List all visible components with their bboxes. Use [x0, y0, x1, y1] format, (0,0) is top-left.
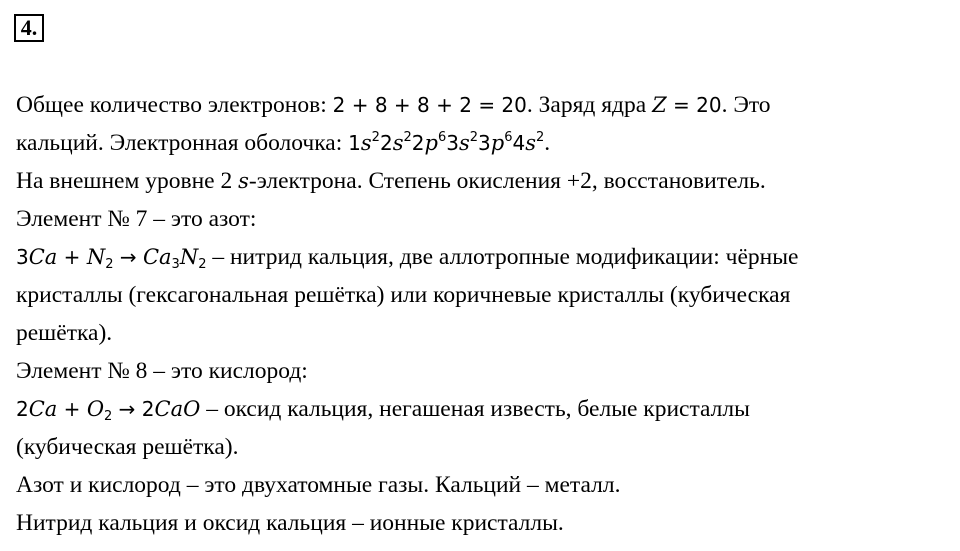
- eq-part: CaO: [154, 397, 201, 421]
- text-fragment: . Это: [721, 92, 771, 118]
- line-electron-count: [16, 86, 946, 124]
- eq-subscript: 3: [171, 257, 180, 272]
- config-part: p: [490, 131, 505, 155]
- line-electron-config: [16, 124, 946, 162]
- text-fragment: кальций. Электронная оболочка:: [16, 130, 349, 156]
- oxide-reaction-equation: [16, 396, 200, 422]
- text-fragment: . Заряд ядра: [526, 92, 653, 118]
- config-part: 2: [379, 131, 393, 155]
- config-part: s: [458, 131, 470, 155]
- eq-part: Ca: [142, 245, 172, 269]
- nuclear-charge-variable: Z: [652, 93, 667, 117]
- eq-subscript: 2: [105, 257, 114, 272]
- line-cubic-lattice: (кубическая решётка).: [16, 434, 239, 460]
- line-oxide-equation: [16, 390, 946, 428]
- eq-part: +: [57, 397, 87, 421]
- config-superscript: 2: [536, 130, 545, 145]
- config-part: 1: [348, 131, 361, 155]
- text-fragment: – оксид кальция, негашеная известь, белые кристаллы: [200, 396, 750, 422]
- config-part: 2: [411, 131, 425, 155]
- electron-sum-formula: 2 + 8 + 8 + 2 = 20: [332, 93, 527, 117]
- config-part: p: [424, 131, 438, 155]
- config-part: s: [525, 131, 536, 155]
- line-crystals: кристаллы (гексагональная решётка) или коричневые кристаллы (кубическая: [16, 282, 791, 308]
- eq-part: Ca: [28, 397, 58, 421]
- task-number-badge: 4.: [14, 14, 44, 42]
- line-ionic-crystals: Нитрид кальция и оксид кальция – ионные кристаллы.: [16, 510, 564, 536]
- eq-subscript: 2: [104, 409, 113, 424]
- text-fragment: На внешнем уровне 2: [16, 168, 239, 194]
- reaction-arrow: →: [112, 397, 142, 421]
- eq-part: 2: [16, 397, 29, 421]
- config-part: s: [360, 131, 372, 155]
- config-superscript: 2: [371, 130, 380, 145]
- config-part: 4: [512, 131, 526, 155]
- nuclear-charge-value: = 20: [666, 93, 722, 117]
- s-orbital-symbol: s: [238, 169, 249, 193]
- eq-part: N: [86, 245, 106, 269]
- nitride-reaction-equation: [16, 244, 206, 270]
- eq-part: 3: [16, 245, 29, 269]
- text-fragment: Общее количество электронов:: [16, 92, 333, 118]
- config-part: 3: [446, 131, 459, 155]
- eq-part: 2: [141, 397, 155, 421]
- text-fragment: – нитрид кальция, две аллотропные модификации: чёрные: [206, 244, 799, 270]
- config-superscript: 2: [469, 130, 479, 145]
- eq-part: Ca: [28, 245, 58, 269]
- line-nitride-equation: [16, 238, 946, 276]
- line-diatomic-gases: Азот и кислород – это двухатомные газы. Кальций – металл.: [16, 472, 621, 498]
- config-part: s: [392, 131, 404, 155]
- electron-configuration-formula: [348, 130, 544, 156]
- eq-part: O: [86, 397, 105, 421]
- text-fragment: .: [544, 130, 551, 156]
- config-part: 3: [478, 131, 491, 155]
- eq-part: +: [57, 245, 87, 269]
- line-element-8: Элемент № 8 – это кислород:: [16, 358, 308, 384]
- config-superscript: 2: [403, 130, 412, 145]
- reaction-arrow: →: [113, 245, 143, 269]
- solution-text: [16, 86, 946, 542]
- eq-subscript: 2: [198, 257, 207, 272]
- text-fragment: -электрона. Степень окисления +2, восстановитель.: [248, 168, 766, 194]
- line-lattice: решётка).: [16, 320, 113, 346]
- eq-part: N: [179, 245, 199, 269]
- config-superscript: 6: [437, 130, 447, 145]
- line-element-7: Элемент № 7 – это азот:: [16, 206, 257, 232]
- config-superscript: 6: [504, 130, 513, 145]
- line-outer-level: [16, 162, 946, 200]
